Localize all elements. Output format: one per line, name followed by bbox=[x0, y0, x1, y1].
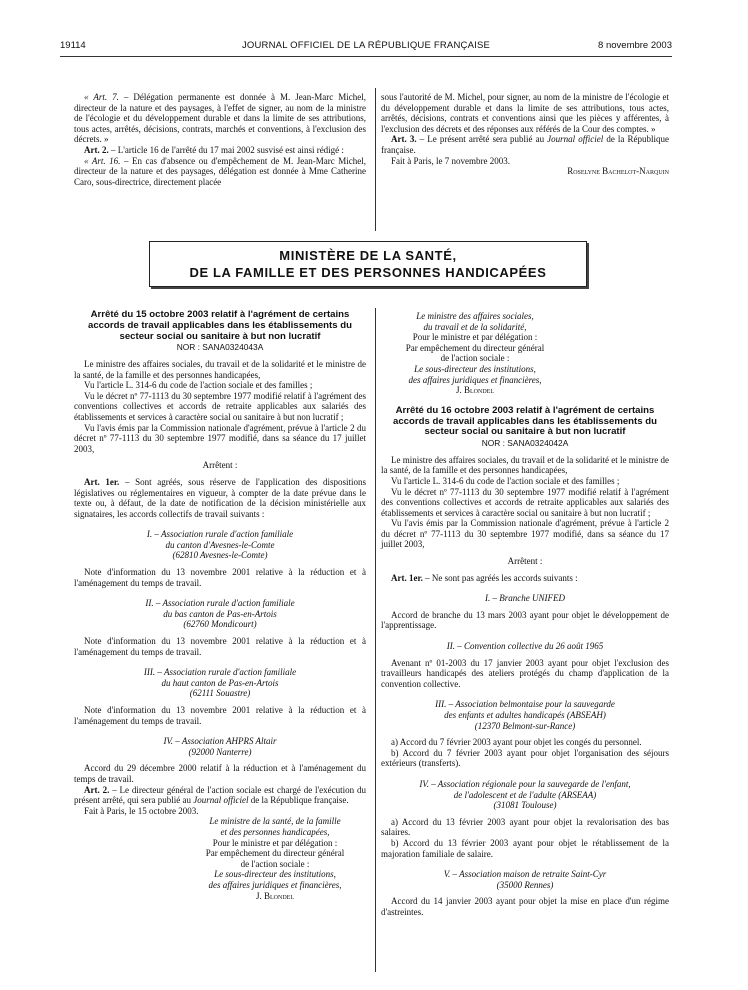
paragraph: Vu le décret nº 77-1113 du 30 septembre 1977 modifié relatif à l'agrément des conventions collectives et accords de retraite applicables aux salariés des établissements et services à caractère social ou sanitaire à but non lucratif ; bbox=[381, 486, 669, 518]
paragraph: « Art. 16. – En cas d'absence ou d'empêchement de M. Jean-Marc Michel, directeur de la nature et des paysages, délégation est donnée à Mme Catherine Caro, sous-directrice, directement placée bbox=[74, 155, 366, 187]
paragraph: Le ministre des affaires sociales, du travail et de la solidarité et le ministre de la santé, de la famille et des personnes handicapées, bbox=[381, 454, 669, 476]
page-number: 19114 bbox=[60, 40, 86, 51]
paragraph: Accord du 14 janvier 2003 ayant pour objet la mise en place d'un régime d'astreintes. bbox=[381, 896, 669, 917]
section-heading: (31081 Toulouse) bbox=[493, 800, 557, 811]
paragraph: Vu l'article L. 314-6 du code de l'action sociale et des familles ; bbox=[391, 475, 620, 486]
top-right-column bbox=[381, 92, 669, 177]
top-left-column bbox=[74, 92, 366, 187]
paragraph: Note d'information du 13 novembre 2001 relative à la réduction et à l'aménagement du temps de travail. bbox=[74, 636, 366, 657]
section-heading: III. – Association rurale d'action familiale bbox=[143, 667, 297, 678]
nor-reference: NOR : SANA0324042A bbox=[481, 438, 569, 449]
section-heading: I. – Association rurale d'action familiale bbox=[146, 529, 294, 540]
arrete-title: Arrêté du 15 octobre 2003 relatif à l'agrément de certains accords de travail applicables dans les établissements du secteur social ou sanitaire à but non lucratif bbox=[88, 309, 352, 342]
section-heading: III. – Association belmontaise pour la sauvegarde bbox=[435, 699, 615, 710]
column-rule-top bbox=[375, 88, 376, 231]
signatory-name: J. Blondel bbox=[256, 890, 294, 901]
arretent: Arrêtent : bbox=[202, 460, 238, 471]
paragraph: a) Accord du 13 février 2003 ayant pour objet la revalorisation des bas salaires. bbox=[381, 816, 669, 838]
section-heading: IV. – Association AHPRS Altair bbox=[163, 736, 277, 747]
running-header bbox=[60, 40, 672, 57]
paragraph: Art. 1er. – Ne sont pas agréés les accords suivants : bbox=[391, 572, 578, 583]
paragraph: Le ministre des affaires sociales, du travail et de la solidarité et le ministre de la santé, de la famille et des personnes handicapées, bbox=[74, 358, 366, 380]
column-rule-main bbox=[375, 308, 376, 972]
paragraph: Art. 3. – Le présent arrêté sera publié au Journal officiel de la République française. bbox=[381, 134, 669, 155]
section-heading: II. – Convention collective du 26 août 1965 bbox=[446, 641, 604, 652]
section-heading: II. – Association rurale d'action familiale bbox=[145, 598, 295, 609]
signature-block: Le ministre de la santé, de la famille et des personnes handicapées, Pour le ministre et par délégation : Par empêchement du directeur général de l'action sociale : Le sous-directeur des institutions, des affaires juridiques et financières, J. Blondel bbox=[184, 816, 366, 901]
paragraph: b) Accord du 13 février 2003 ayant pour objet le rétablissement de la majoration familiale de salaire. bbox=[381, 837, 669, 859]
issue-date: 8 novembre 2003 bbox=[598, 40, 672, 51]
section-heading: (62810 Avesnes-le-Comte) bbox=[172, 550, 268, 561]
ministry-heading bbox=[149, 241, 587, 287]
paragraph: Note d'information du 13 novembre 2001 relative à la réduction et à l'aménagement du temps de travail. bbox=[74, 567, 366, 588]
section-heading: du haut canton de Pas-en-Artois bbox=[161, 677, 279, 688]
section-heading: des enfants et adultes handicapés (ABSEAH) bbox=[444, 710, 606, 721]
section-heading: du bas canton de Pas-en-Artois bbox=[163, 608, 277, 619]
section-heading: (35000 Rennes) bbox=[496, 879, 554, 890]
right-main-column bbox=[381, 311, 669, 918]
arretent: Arrêtent : bbox=[507, 556, 543, 567]
ministry-line-1: MINISTÈRE DE LA SANTÉ, bbox=[279, 248, 457, 263]
paragraph: « Art. 7. – Délégation permanente est donnée à M. Jean-Marc Michel, directeur de la nature et des paysages, à l'effet de signer, au nom de la ministre de l'écologie et du développement durable et dans la limite de ses attributions, tous actes, arrêtés, décisions, contrats, marchés et conventions, à l'exclusion des décrets. » bbox=[74, 92, 366, 145]
ministry-line-2: DE LA FAMILLE ET DES PERSONNES HANDICAPÉES bbox=[189, 265, 547, 280]
paragraph: Note d'information du 13 novembre 2001 relative à la réduction et à l'aménagement du temps de travail. bbox=[74, 705, 366, 726]
signatory-name: J. Blondel bbox=[456, 385, 494, 396]
section-heading: (62111 Souastre) bbox=[189, 688, 251, 699]
paragraph: Vu l'article L. 314-6 du code de l'action sociale et des familles ; bbox=[84, 380, 313, 391]
paragraph: Vu l'avis émis par la Commission nationale d'agrément, prévue à l'article 2 du décret nº 77-1113 du 30 septembre 1977 modifié, dans sa séance du 17 juillet 2003, bbox=[381, 518, 669, 550]
paragraph: Avenant nº 01-2003 du 17 janvier 2003 ayant pour objet l'exclusion des travailleurs handicapés des ateliers protégés du champ d'application de la convention collective. bbox=[381, 657, 669, 689]
left-main-column bbox=[74, 310, 366, 901]
signature-block: Le ministre des affaires sociales, du travail et de la solidarité, Pour le ministre et par délégation : Par empêchement du directeur général de l'action sociale : Le sous-directeur des institutions, des affaires juridiques et financières, J. Blondel bbox=[381, 311, 569, 396]
section-heading: du canton d'Avesnes-le-Comte bbox=[165, 539, 275, 550]
paragraph: a) Accord du 7 février 2003 ayant pour objet les congés du personnel. bbox=[391, 737, 642, 748]
paragraph: Art. 2. – Le directeur général de l'action sociale est chargé de l'exécution du présent arrêté, qui sera publié au Journal officiel de la République française. bbox=[74, 784, 366, 806]
section-heading: IV. – Association régionale pour la sauvegarde de l'enfant, bbox=[419, 778, 631, 789]
section-heading: (62760 Mondicourt) bbox=[183, 619, 257, 630]
paragraph: Accord de branche du 13 mars 2003 ayant pour objet le développement de l'apprentissage. bbox=[381, 609, 669, 631]
section-heading: de l'adolescent et de l'adulte (ARSEAA) bbox=[453, 789, 597, 800]
paragraph: b) Accord du 7 février 2003 ayant pour objet l'organisation des séjours extérieurs (transferts). bbox=[381, 747, 669, 769]
journal-title: JOURNAL OFFICIEL DE LA RÉPUBLIQUE FRANÇAISE bbox=[241, 40, 491, 51]
arrete-title: Arrêté du 16 octobre 2003 relatif à l'agrément de certains accords de travail applicables dans les établissements du secteur social ou sanitaire à but non lucratif bbox=[393, 404, 657, 438]
date-place: Fait à Paris, le 15 octobre 2003. bbox=[84, 805, 199, 816]
paragraph: Accord du 29 décembre 2000 relatif à la réduction et à l'aménagement du temps de travail. bbox=[74, 763, 366, 784]
paragraph: Vu l'avis émis par la Commission nationale d'agrément, prévue à l'article 2 du décret nº 77-1113 du 30 septembre 1977 modifié, dans sa séance du 17 juillet 2003, bbox=[74, 422, 366, 454]
paragraph: Art. 1er. – Sont agréés, sous réserve de l'application des dispositions législatives ou réglementaires en vigueur, à compter de la date prévue dans le texte ou, à défaut, de la date de notification de la décision ministérielle aux signataires, les accords collectifs de travail suivants : bbox=[74, 476, 366, 519]
section-heading: V. – Association maison de retraite Saint-Cyr bbox=[443, 869, 607, 880]
section-heading: (92000 Nanterre) bbox=[188, 746, 252, 757]
signature: Roselyne Bachelot-Narquin bbox=[567, 166, 669, 177]
nor-reference: NOR : SANA0324043A bbox=[176, 342, 264, 353]
date-place: Fait à Paris, le 7 novembre 2003. bbox=[391, 155, 510, 166]
paragraph: Vu le décret nº 77-1113 du 30 septembre 1977 modifié relatif à l'agrément des conventions collectives et accords de retraite applicables aux salariés des établissements et services à caractère social ou sanitaire à but non lucratif ; bbox=[74, 390, 366, 422]
section-heading: I. – Branche UNIFED bbox=[485, 593, 565, 604]
section-heading: (12370 Belmont-sur-Rance) bbox=[474, 720, 576, 731]
paragraph: Art. 2. – L'article 16 de l'arrêté du 17 mai 2002 susvisé est ainsi rédigé : bbox=[84, 144, 344, 155]
paragraph: sous l'autorité de M. Michel, pour signer, au nom de la ministre de l'écologie et du développement durable et dans la limite de ses attributions, tous actes, arrêtés, décisions, contrats et conventions ainsi que les pièces y afférentes, à l'exclusion des décrets et des réponses aux référés de la Cour des comptes. » bbox=[381, 92, 669, 134]
